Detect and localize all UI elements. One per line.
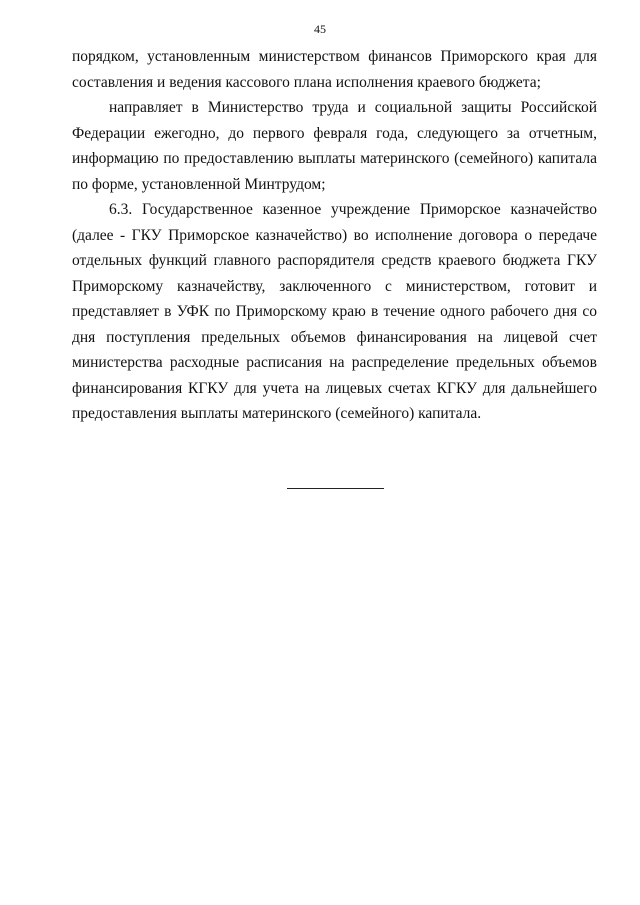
text-line: министерства расходные расписания на распределение предельных объемов [72, 354, 597, 371]
document-body [72, 44, 597, 427]
text-line: по форме, установленной Минтрудом; [72, 175, 326, 193]
text-line: дня поступления предельных объемов финансирования на лицевой счет [72, 328, 597, 346]
text-line: информацию по предоставлению выплаты материнского (семейного) капитала [72, 150, 597, 167]
text-line: Федерации ежегодно, до первого февраля года, следующего за отчетным, [72, 124, 597, 142]
paragraph-2 [72, 95, 597, 197]
text-line: порядком, установленным министерством финансов Приморского края для [72, 48, 597, 65]
end-of-document-rule [287, 488, 384, 489]
paragraph-3 [72, 197, 597, 427]
text-line: направляет в Министерство труда и социальной защиты Российской [109, 99, 597, 116]
page-number: 45 [314, 22, 326, 36]
text-line: (далее - ГКУ Приморское казначейство) во исполнение договора о передаче [72, 226, 597, 244]
text-line: представляет в УФК по Приморскому краю в течение одного рабочего дня со [72, 303, 597, 320]
text-line: предоставления выплаты материнского (семейного) капитала. [72, 405, 482, 422]
text-line: финансирования КГКУ для учета на лицевых счетах КГКУ для дальнейшего [72, 379, 597, 397]
text-line: составления и ведения кассового плана исполнения краевого бюджета; [72, 73, 541, 91]
text-line: отдельных функций главного распорядителя средств краевого бюджета ГКУ [72, 252, 597, 269]
paragraph-1 [72, 44, 597, 95]
text-line: 6.3. Государственное казенное учреждение Приморское казначейство [109, 201, 597, 218]
text-line: Приморскому казначейству, заключенного с министерством, готовит и [72, 277, 597, 295]
